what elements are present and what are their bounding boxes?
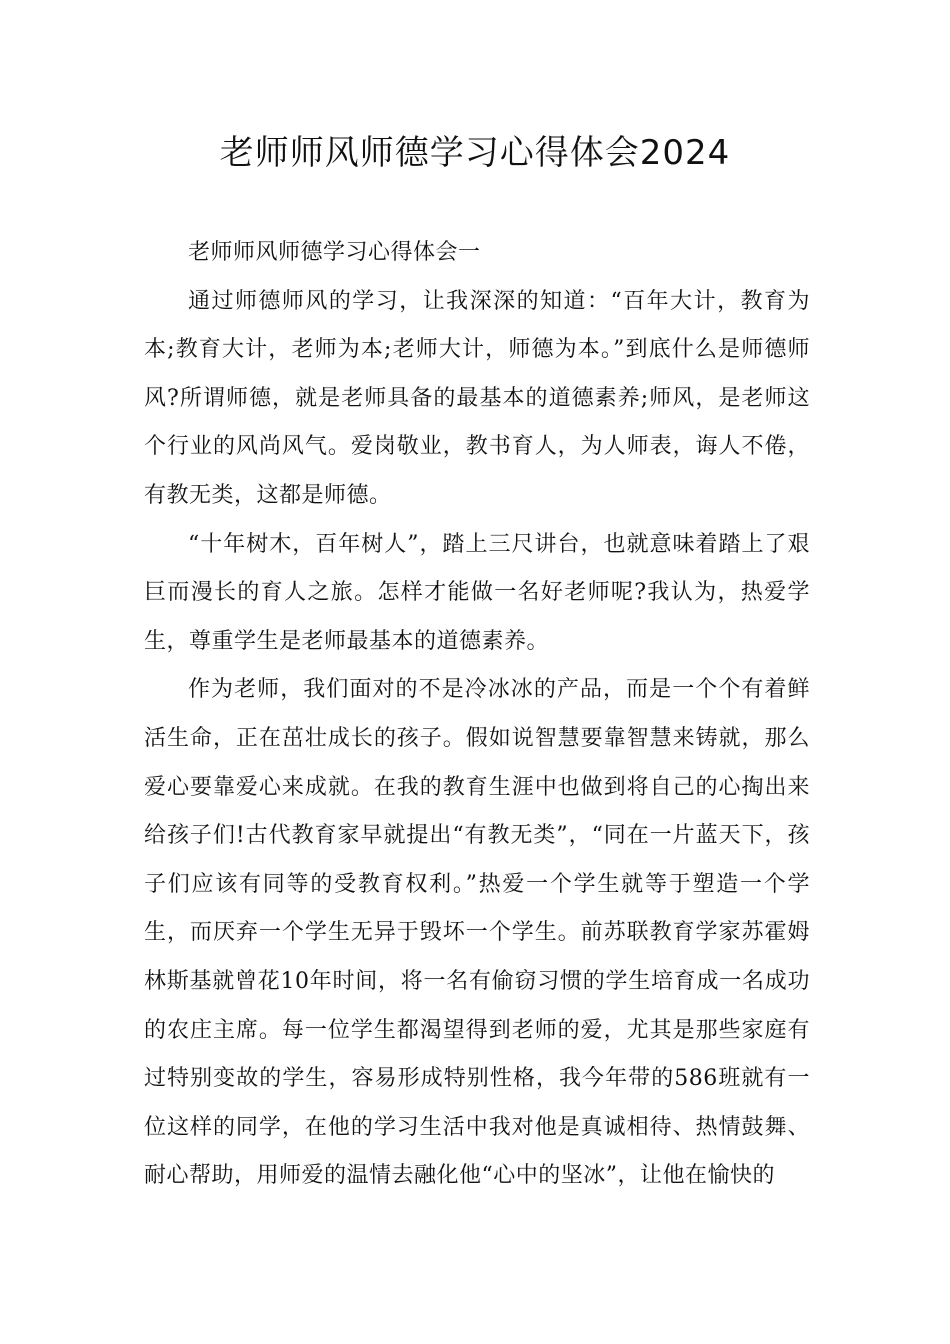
paragraph-3: 作为老师，我们面对的不是冷冰冰的产品，而是一个个有着鲜活生命，正在茁壮成长的孩子。假如说智慧要靠智慧来铸就，那么爱心要靠爱心来成就。在我的教育生涯中也做到将自己的心掏出来给孩子们!古代教育家早就提出“有教无类”，“同在一片蓝天下，孩子们应该有同等的受教育权利。”热爱一个学生就等于塑造一个学生，而厌弃一个学生无异于毁坏一个学生。前苏联教育学家苏霍姆林斯基就曾花10年时间，将一名有偷窃习惯的学生培育成一名成功的农庄主席。每一位学生都渴望得到老师的爱，尤其是那些家庭有过特别变故的学生，容易形成特别性格，我今年带的586班就有一位这样的同学，在他的学习生活中我对他是真诚相待、热情鼓舞、耐心帮助，用师爱的温情去融化他“心中的坚冰”，让他在愉快的: [144, 677, 810, 1189]
document-title: 老师师风师德学习心得体会2024: [219, 133, 731, 173]
section-heading: 老师师风师德学习心得体会一: [188, 240, 481, 265]
paragraph-2: “十年树木，百年树人”，踏上三尺讲台，也就意味着踏上了艰巨而漫长的育人之旅。怎样才能做一名好老师呢?我认为，热爱学生，尊重学生是老师最基本的道德素养。: [144, 531, 810, 654]
paragraph-1: 通过师德师风的学习，让我深深的知道：“百年大计，教育为本;教育大计，老师为本;老师大计，师德为本。”到底什么是师德师风?所谓师德，就是老师具备的最基本的道德素养;师风，是老师这个行业的风尚风气。爱岗敬业，教书育人，为人师表，诲人不倦，有教无类，这都是师德。: [144, 288, 810, 508]
document-body: [144, 229, 810, 1201]
